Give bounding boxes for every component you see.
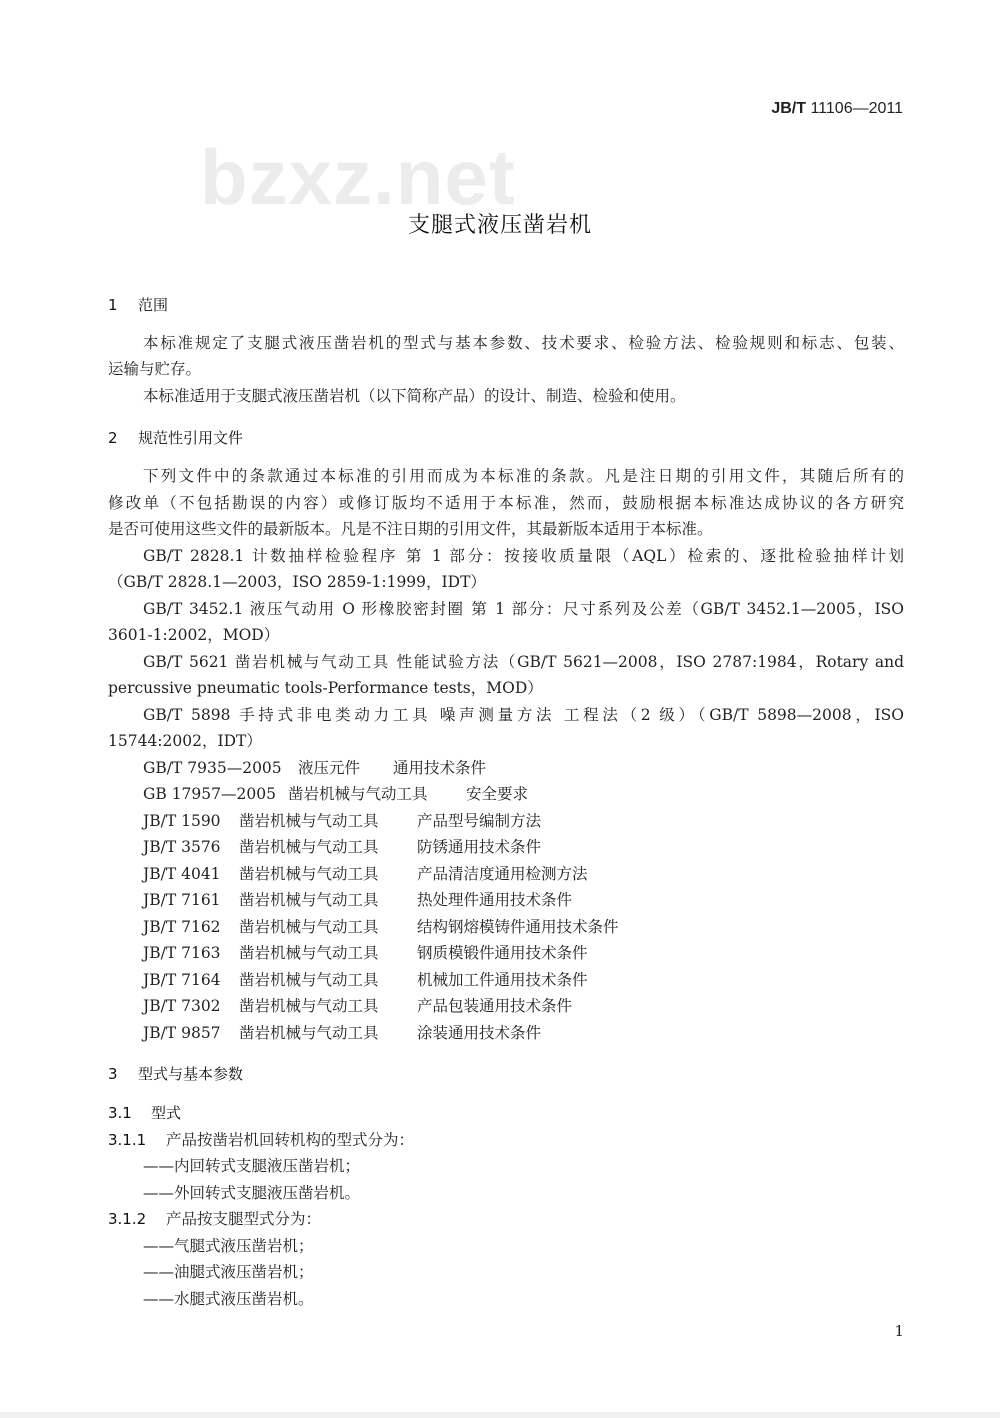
watermark: bzxz.net [200,133,516,221]
section-2-heading: 2 规范性引用文件 [108,429,244,447]
list-item: ——气腿式液压凿岩机； [143,1237,314,1255]
list-item: ——内回转式支腿液压凿岩机； [143,1157,361,1175]
reference-item: JB/T 7302 凿岩机械与气动工具 产品包装通用技术条件 [143,997,573,1015]
reference-item: GB/T 7935—2005 液压元件 通用技术条件 [143,759,487,777]
reference-item: JB/T 4041 凿岩机械与气动工具 产品清洁度通用检测方法 [143,865,588,883]
reference-item: JB/T 7163 凿岩机械与气动工具 钢质模锻件通用技术条件 [143,944,588,962]
clause-3-1-2: 3.1.2 产品按支腿型式分为： [108,1210,322,1228]
subsection-3-1-heading: 3.1 型式 [108,1104,182,1122]
scope-paragraph-line: 运输与贮存。 [108,360,202,378]
document-title: 支腿式液压凿岩机 [407,213,592,238]
reference-gbt-5621-cont: percussive pneumatic tools-Performance tests，MOD） [108,679,543,697]
list-item: ——外回转式支腿液压凿岩机。 [143,1184,361,1202]
reference-item: JB/T 7164 凿岩机械与气动工具 机械加工件通用技术条件 [143,971,588,989]
list-item: ——油腿式液压凿岩机； [143,1263,314,1281]
reference-item: JB/T 7161 凿岩机械与气动工具 热处理件通用技术条件 [143,891,573,909]
page-number: 1 [894,1322,904,1340]
scope-applicability: 本标准适用于支腿式液压凿岩机（以下简称产品）的设计、制造、检验和使用。 [143,387,686,405]
section-1-heading: 1 范围 [108,296,169,314]
reference-item: JB/T 7162 凿岩机械与气动工具 结构钢熔模铸件通用技术条件 [143,918,619,936]
reference-item: JB/T 1590 凿岩机械与气动工具 产品型号编制方法 [143,812,542,830]
reference-item: JB/T 9857 凿岩机械与气动工具 涂装通用技术条件 [143,1024,542,1042]
section-3-heading: 3 型式与基本参数 [108,1065,244,1083]
reference-gbt-5898-cont: 15744:2002，IDT） [108,732,262,750]
reference-gbt-5621: GB/T 5621 凿岩机械与气动工具 性能试验方法（GB/T 5621—2008，ISO 2787:1984，Rotary and [143,653,904,671]
reference-gbt-3452: GB/T 3452.1 液压气动用 O 形橡胶密封圈 第 1 部分：尺寸系列及公差（GB/T 3452.1—2005，ISO [143,600,904,618]
references-intro-line: 下列文件中的条款通过本标准的引用而成为本标准的条款。凡是注日期的引用文件，其随后所有的 [143,467,904,485]
list-item: ——水腿式液压凿岩机。 [143,1290,314,1308]
clause-3-1-1: 3.1.1 产品按凿岩机回转机构的型式分为： [108,1131,415,1149]
reference-gbt-5898: GB/T 5898 手持式非电类动力工具 噪声测量方法 工程法（2 级）（GB/T 5898—2008，ISO [143,706,904,724]
reference-gbt-2828: GB/T 2828.1 计数抽样检验程序 第 1 部分：按接收质量限（AQL）检索的、逐批检验抽样计划 [143,547,904,565]
reference-item: GB 17957—2005 凿岩机械与气动工具 安全要求 [143,785,529,803]
references-intro-line: 修改单（不包括勘误的内容）或修订版均不适用于本标准，然而，鼓励根据本标准达成协议的各方研究 [108,494,904,512]
reference-item: JB/T 3576 凿岩机械与气动工具 防锈通用技术条件 [143,838,542,856]
references-intro-line: 是否可使用这些文件的最新版本。凡是不注日期的引用文件，其最新版本适用于本标准。 [108,520,713,538]
reference-gbt-3452-cont: 3601-1:2002，MOD） [108,626,280,644]
page-bottom-edge [0,1412,1000,1418]
standard-number: JB/T 11106—2011 [771,100,903,117]
reference-gbt-2828-cont: （GB/T 2828.1—2003，ISO 2859-1:1999，IDT） [108,573,486,591]
scope-paragraph-line: 本标准规定了支腿式液压凿岩机的型式与基本参数、技术要求、检验方法、检验规则和标志、包装、 [143,334,904,352]
